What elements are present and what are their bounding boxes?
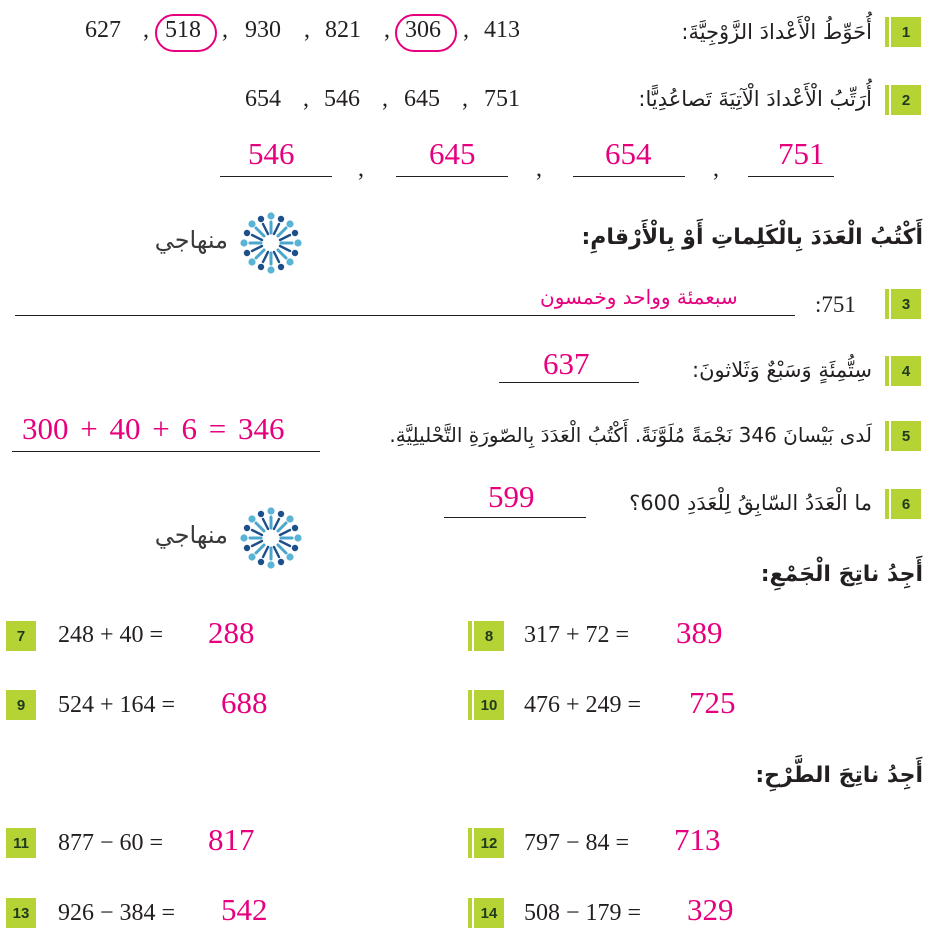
- number-item: 306: [405, 17, 441, 43]
- q4-answer: 637: [543, 346, 590, 381]
- separator: ,: [222, 17, 228, 43]
- question-badge: 8: [474, 621, 504, 651]
- separator: ,: [463, 17, 469, 43]
- answer-value: 389: [676, 615, 723, 650]
- separator: ,: [358, 156, 364, 182]
- expression: 797 − 84 =: [524, 830, 630, 856]
- section-header: أَكْتُبُ الْعَدَدَ بِالْكَلِماتِ أَوْ بِالْأَرْقامِ:: [581, 225, 923, 250]
- question-badge: 1: [891, 17, 921, 47]
- question-badge: 10: [474, 690, 504, 720]
- answer-line: [396, 176, 508, 177]
- answer-line: [15, 315, 795, 316]
- separator: ,: [713, 156, 719, 182]
- number-item: 546: [324, 86, 360, 112]
- brand-logo: [108, 208, 308, 278]
- q4-prompt: سِتُّمِئَةٍ وَسَبْعٌ وَثَلاثونَ:: [692, 358, 872, 382]
- separator: ,: [462, 86, 468, 112]
- number-item: 645: [404, 86, 440, 112]
- answer-value: 288: [208, 615, 255, 650]
- q1-instruction: أُحَوِّطُ الْأَعْدادَ الزَّوْجِيَّةَ:: [681, 20, 872, 44]
- answer-line: [499, 382, 639, 383]
- separator: ,: [384, 17, 390, 43]
- number-item: 413: [484, 17, 520, 43]
- q3-answer: سبعمئة وواحد وخمسون: [540, 285, 738, 309]
- question-badge: 14: [474, 898, 504, 928]
- question-badge: 12: [474, 828, 504, 858]
- expression: 317 + 72 =: [524, 622, 630, 648]
- number-item: 654: [245, 86, 281, 112]
- answer-value: 713: [674, 822, 721, 857]
- people-circle-logo-icon: [238, 210, 304, 276]
- people-circle-logo-icon: [238, 505, 304, 571]
- number-item: 821: [325, 17, 361, 43]
- answer-circle: [395, 14, 457, 52]
- q6-answer: 599: [488, 479, 535, 514]
- answer-value: 645: [429, 136, 476, 171]
- question-badge: 13: [6, 898, 36, 928]
- expression: 926 − 384 =: [58, 900, 176, 926]
- question-badge: 2: [891, 85, 921, 115]
- question-badge: 6: [891, 489, 921, 519]
- number-item: 751: [484, 86, 520, 112]
- answer-line: [220, 176, 332, 177]
- separator: ,: [536, 156, 542, 182]
- q5-prompt: لَدى بَيْسانَ 346 نَجْمَةً مُلَوَّنَةً. أَكْتُبُ الْعَدَدَ بِالصّورَةِ التَّحْليلِيَّةِ.: [389, 423, 872, 447]
- expression: 524 + 164 =: [58, 692, 176, 718]
- answer-line: [573, 176, 685, 177]
- number-item: 930: [245, 17, 281, 43]
- question-badge: 11: [6, 828, 36, 858]
- answer-line: [12, 451, 320, 452]
- answer-value: 546: [248, 136, 295, 171]
- question-badge: 5: [891, 421, 921, 451]
- question-badge: 9: [6, 690, 36, 720]
- q3-prompt: :751: [815, 292, 856, 317]
- q2-instruction: أُرَتِّبُ الْأَعْدادَ الْآتِيَةَ تَصاعُدِيًّا:: [638, 87, 872, 111]
- brand-logo: [108, 503, 308, 573]
- answer-value: 542: [221, 892, 268, 927]
- expression: 508 − 179 =: [524, 900, 642, 926]
- number-item: 518: [165, 17, 201, 43]
- separator: ,: [382, 86, 388, 112]
- answer-value: 817: [208, 822, 255, 857]
- section-header: أَجِدُ ناتِجَ الطَّرْحِ:: [755, 763, 923, 788]
- answer-line: [748, 176, 834, 177]
- answer-value: 654: [605, 136, 652, 171]
- separator: ,: [143, 17, 149, 43]
- expression: 877 − 60 =: [58, 830, 164, 856]
- number-item: 627: [85, 17, 121, 43]
- separator: ,: [304, 17, 310, 43]
- question-badge: 4: [891, 356, 921, 386]
- answer-value: 688: [221, 685, 268, 720]
- expression: 476 + 249 =: [524, 692, 642, 718]
- answer-value: 725: [689, 685, 736, 720]
- expression: 248 + 40 =: [58, 622, 164, 648]
- answer-value: 329: [687, 892, 734, 927]
- answer-value: 751: [778, 136, 825, 171]
- q6-prompt: ما الْعَدَدُ السّابِقُ لِلْعَدَدِ 600؟: [629, 491, 872, 515]
- logo-text: منهاجي: [154, 521, 228, 549]
- answer-line: [444, 517, 586, 518]
- separator: ,: [303, 86, 309, 112]
- logo-text: منهاجي: [154, 226, 228, 254]
- q5-answer: 300 + 40 + 6 = 346: [22, 411, 285, 446]
- answer-circle: [155, 14, 217, 52]
- question-badge: 7: [6, 621, 36, 651]
- question-badge: 3: [891, 289, 921, 319]
- section-header: أَجِدُ ناتِجَ الْجَمْعِ:: [760, 562, 923, 587]
